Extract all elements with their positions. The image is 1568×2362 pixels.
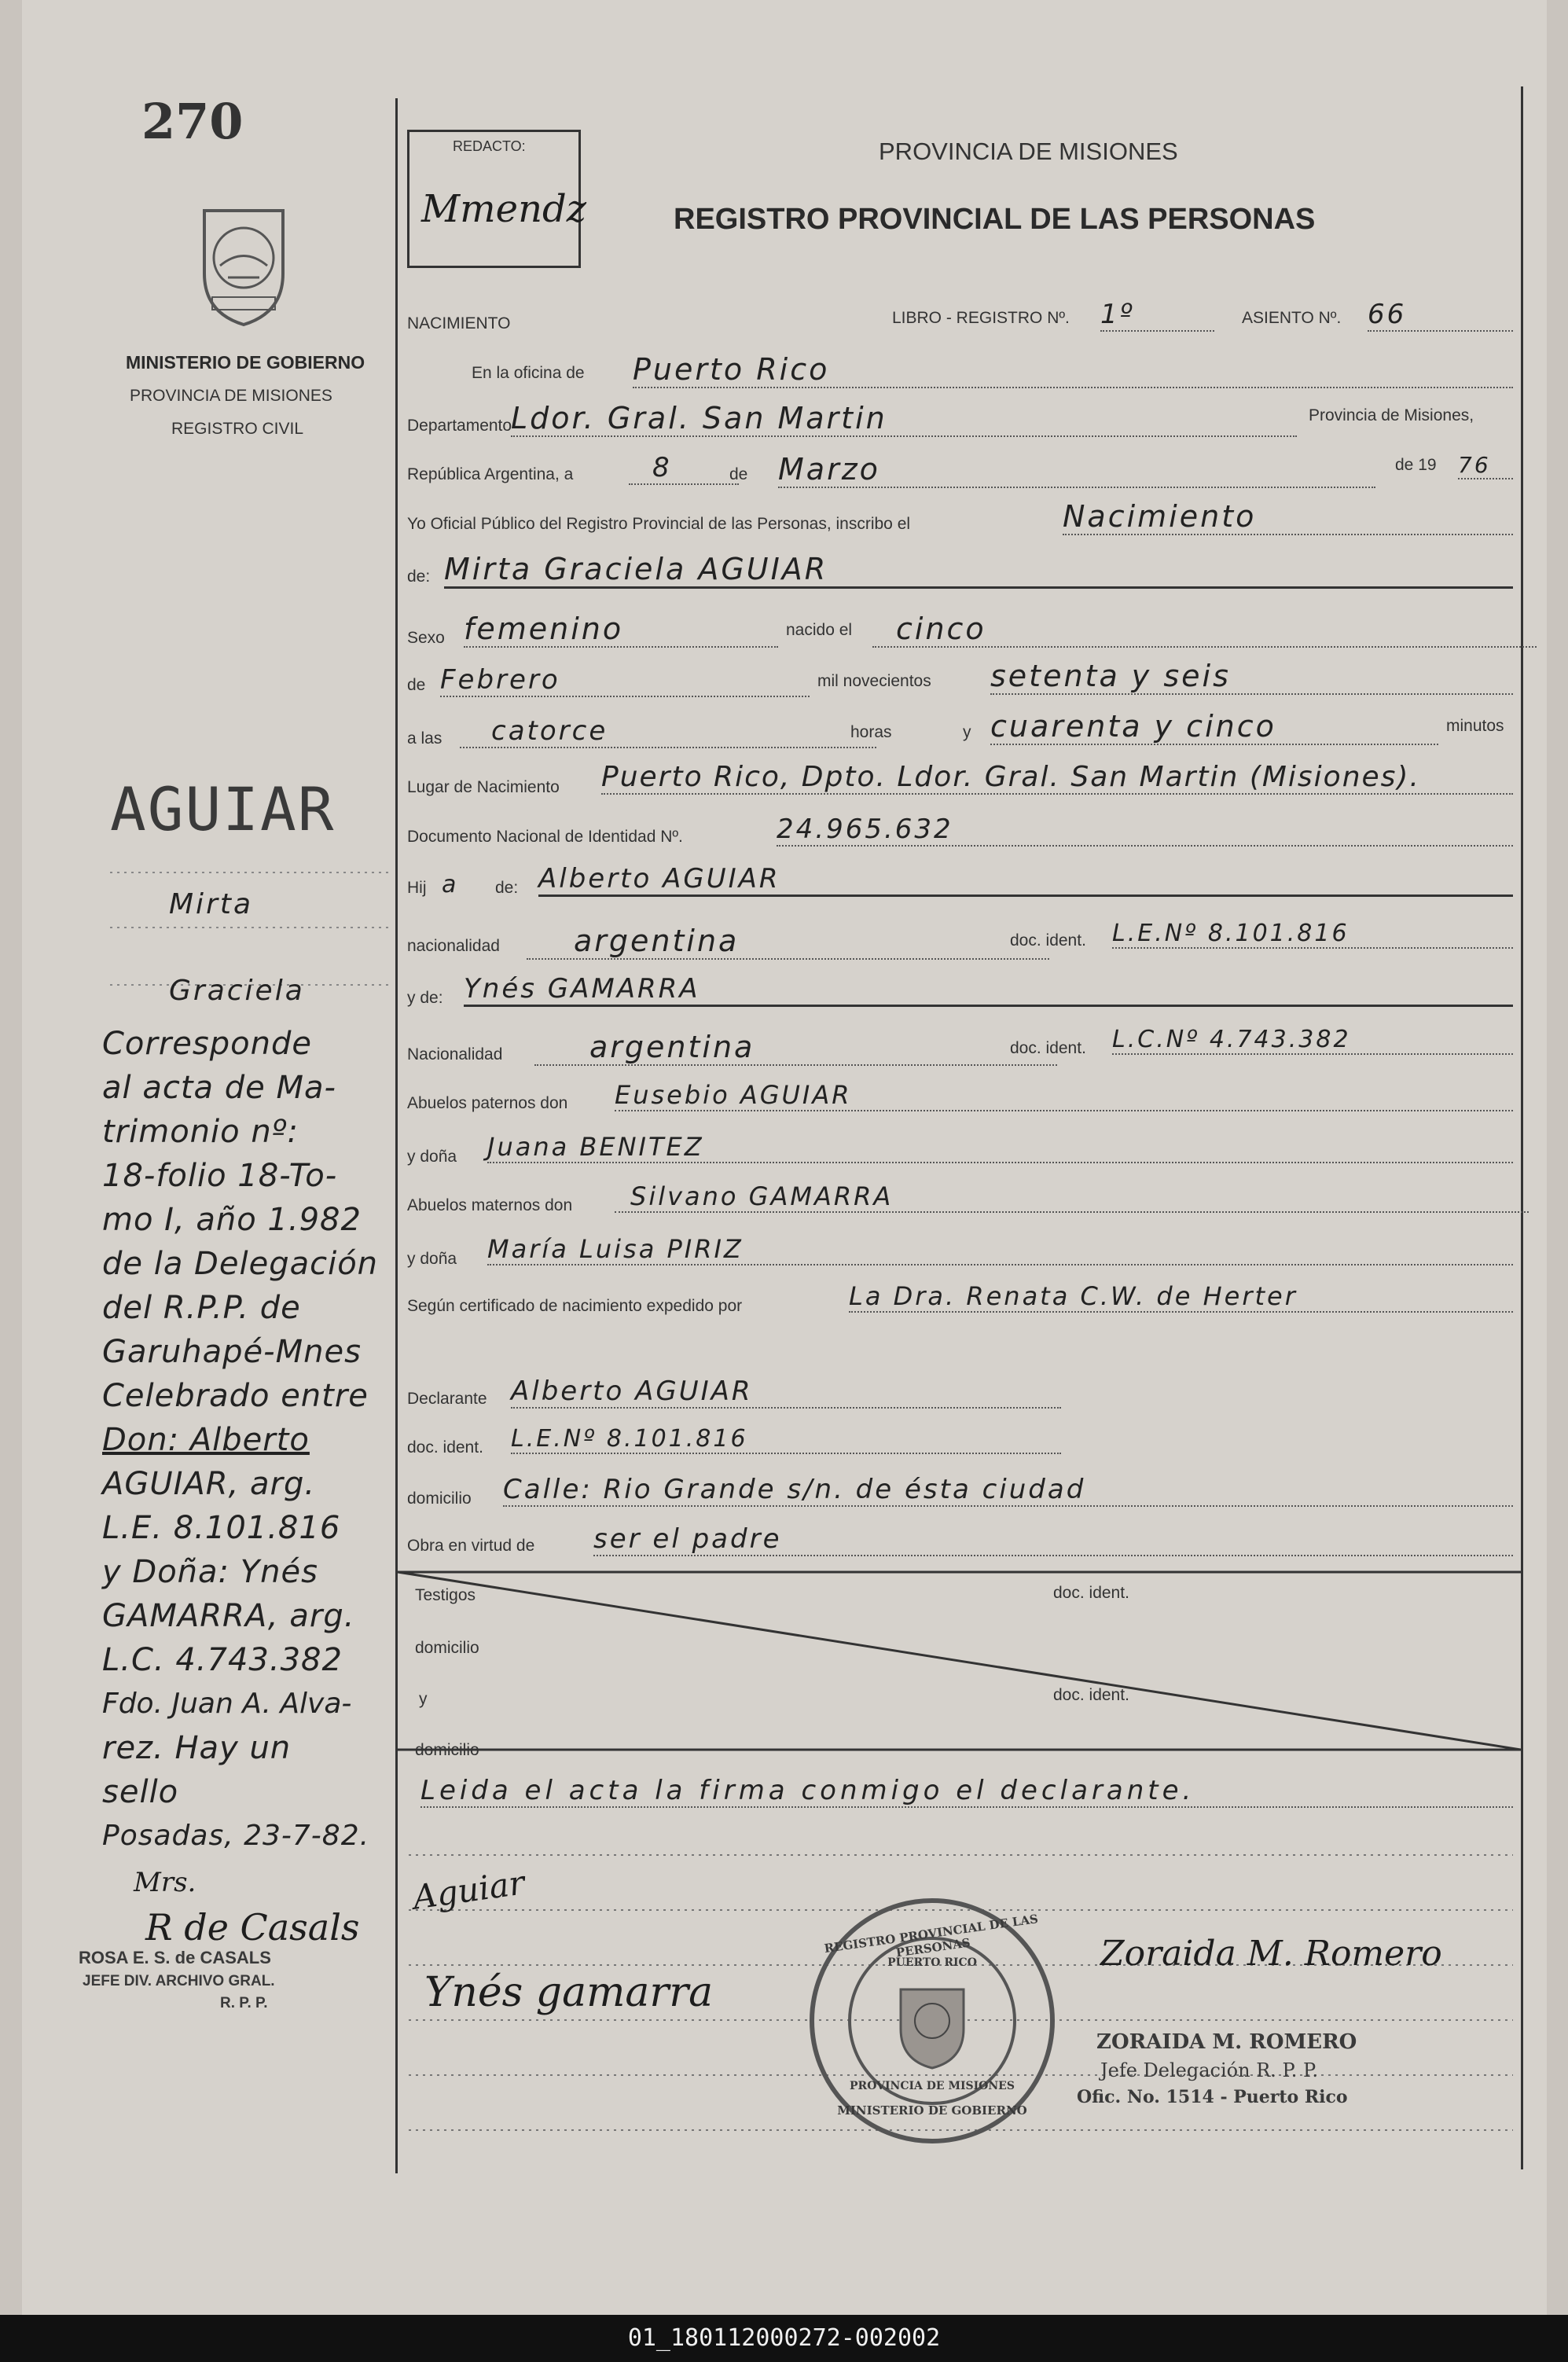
mil-label: mil novecientos [817, 672, 931, 690]
provincia-suffix: Provincia de Misiones, [1309, 406, 1474, 424]
departamento-label: Departamento [407, 417, 512, 435]
margin-line: trimonio nº: [102, 1114, 299, 1150]
cert-label: Según certificado de nacimiento expedido por [407, 1297, 743, 1315]
libro-label: LIBRO - REGISTRO Nº. [892, 309, 1070, 327]
margin-line: rez. Hay un [102, 1730, 292, 1766]
sexo-value: femenino [464, 612, 778, 648]
obra-value: ser el padre [593, 1523, 1513, 1556]
acto-value: Nacimiento [1063, 499, 1513, 535]
margin-line: Celebrado entre [102, 1378, 369, 1414]
abp-value: Eusebio AGUIAR [615, 1080, 1513, 1111]
libro-value: 1º [1100, 299, 1214, 332]
margin-name-2: Graciela [169, 975, 305, 1007]
record-type: NACIMIENTO [407, 314, 511, 332]
nacido-mes-value: Febrero [440, 664, 810, 697]
margin-note-lines [102, 1022, 401, 1858]
margin-line: del R.P.P. de [102, 1290, 301, 1326]
left-province-label: PROVINCIA DE MISIONES [130, 387, 332, 405]
declarante-label: Declarante [407, 1390, 487, 1408]
obra-label: Obra en virtud de [407, 1537, 535, 1555]
margin-line: y Doña: Ynés [102, 1554, 318, 1590]
horas-label: horas [850, 723, 892, 741]
nacido-label: nacido el [786, 621, 853, 639]
anio-label: de 19 [1395, 456, 1437, 474]
nac2-label: Nacionalidad [407, 1045, 503, 1063]
de-persona-label: de: [407, 568, 431, 586]
lugar-label: Lugar de Nacimiento [407, 778, 560, 796]
margin-signature: R de Casals [145, 1906, 360, 1949]
nac1-label: nacionalidad [407, 937, 500, 955]
dni-label: Documento Nacional de Identidad Nº. [407, 828, 683, 846]
dom2-label: domicilio [415, 1741, 479, 1759]
testigos-label: Testigos [415, 1586, 476, 1604]
testigos-doc-label: doc. ident. [1053, 1584, 1129, 1602]
minutos-label: minutos [1446, 717, 1504, 735]
y-label: y [963, 723, 971, 741]
signature-officer: Zoraida M. Romero [1100, 1934, 1442, 1974]
doc3-value: L.E.Nº 8.101.816 [511, 1425, 1061, 1454]
asiento-value: 66 [1368, 299, 1513, 332]
margin-line: AGUIAR, arg. [102, 1466, 316, 1502]
de-mes-label: de [407, 676, 426, 694]
nac2-value: argentina [534, 1030, 1057, 1066]
margin-line: Don: Alberto [102, 1422, 310, 1458]
republica-label: República Argentina, a [407, 465, 574, 483]
page-number: 270 [141, 93, 244, 150]
header-province: PROVINCIA DE MISIONES [879, 138, 1178, 165]
margin-line: L.C. 4.743.382 [102, 1642, 343, 1678]
cert-value: La Dra. Renata C.W. de Herter [849, 1281, 1513, 1313]
doc4-label: doc. ident. [1053, 1686, 1129, 1704]
image-id-caption: 01_180112000272-002002 [0, 2315, 1568, 2362]
officer-name: ZORAIDA M. ROMERO [1096, 2030, 1357, 2054]
margin-line: Posadas, 23-7-82. [102, 1820, 370, 1852]
header-title: REGISTRO PROVINCIAL DE LAS PERSONAS [674, 203, 1316, 236]
surname-stamp: AGUIAR [110, 774, 336, 844]
margin-line: de la Delegación [102, 1246, 379, 1282]
margin-name-1: Mirta [169, 888, 254, 920]
doc2-value: L.C.Nº 4.743.382 [1112, 1026, 1513, 1055]
oficial-label: Yo Oficial Público del Registro Provincial de las Personas, inscribo el [407, 515, 911, 533]
abm-dona-value: María Luisa PIRIZ [487, 1234, 1513, 1265]
departamento-value: Ldor. Gral. San Martin [511, 401, 1297, 437]
province-crest [189, 203, 299, 329]
mes-value: Marzo [778, 452, 1375, 488]
margin-line: Fdo. Juan A. Alva- [102, 1688, 352, 1720]
margin-initials: Mrs. [134, 1867, 196, 1898]
right-rule [1521, 86, 1523, 2169]
margin-line: GAMARRA, arg. [102, 1598, 355, 1634]
margin-line: L.E. 8.101.816 [102, 1510, 341, 1546]
doc2-label: doc. ident. [1010, 1039, 1086, 1057]
hora-value: catorce [460, 715, 876, 748]
hija-de-label: de: [495, 879, 519, 897]
doc3-label: doc. ident. [407, 1438, 483, 1457]
anio-value: 76 [1458, 452, 1513, 479]
officer-office: Ofic. No. 1514 - Puerto Rico [1077, 2087, 1348, 2107]
declarante-value: Alberto AGUIAR [511, 1376, 1061, 1409]
abm-dona-label: y doña [407, 1250, 457, 1268]
sexo-label: Sexo [407, 629, 445, 647]
abp-dona-value: Juana BENITEZ [487, 1132, 1513, 1163]
signature-declarante: Aguiar [410, 1863, 527, 1917]
dia-value: 8 [629, 452, 739, 485]
domicilio-value: Calle: Rio Grande s/n. de ésta ciudad [503, 1474, 1513, 1507]
round-seal [810, 1898, 1055, 2143]
oficina-value: Puerto Rico [633, 352, 1513, 388]
lugar-value: Puerto Rico, Dpto. Ldor. Gral. San Martin (Misiones). [601, 761, 1513, 795]
margin-line: Garuhapé-Mnes [102, 1334, 362, 1370]
margin-stamp-org: R. P. P. [220, 1995, 268, 2011]
y2-label: y [419, 1690, 428, 1708]
redacto-label: REDACTO: [453, 138, 526, 154]
abp-dona-label: y doña [407, 1148, 457, 1166]
seal-inner-text-2: PROVINCIA DE MISIONES [850, 2080, 1015, 2092]
ministry-label: MINISTERIO DE GOBIERNO [126, 352, 365, 373]
margin-line: al acta de Ma- [102, 1070, 336, 1106]
closing-statement: Leida el acta la firma conmigo el declarante. [420, 1775, 1513, 1808]
madre-value: Ynés GAMARRA [464, 973, 1513, 1007]
nacido-value: cinco [872, 612, 1537, 648]
left-registry-label: REGISTRO CIVIL [171, 420, 304, 438]
officer-title: Jefe Delegación R. P. P. [1100, 2059, 1318, 2081]
seal-inner-text-1: PUERTO RICO [887, 1956, 977, 1969]
persona-value: Mirta Graciela AGUIAR [444, 552, 1513, 589]
seal-bottom-text: MINISTERIO DE GOBIERNO [837, 2103, 1027, 2118]
abp-label: Abuelos paternos don [407, 1094, 568, 1112]
margin-line: sello [102, 1774, 179, 1810]
minutos-value: cuarenta y cinco [990, 709, 1438, 745]
redacto-signature: Mmendz [421, 187, 586, 231]
testigos-box [398, 1570, 1521, 1751]
padre-value: Alberto AGUIAR [538, 863, 1513, 897]
de-label: de [729, 465, 748, 483]
testigos-dom-label: domicilio [415, 1639, 479, 1657]
hija-suffix: a [442, 871, 459, 898]
yde-label: y de: [407, 989, 443, 1007]
nac1-value: argentina [527, 924, 1049, 960]
seal-outer-text: REGISTRO PROVINCIAL DE LAS PERSONAS [823, 1912, 1039, 1960]
alas-label: a las [407, 729, 442, 748]
margin-line: Corresponde [102, 1026, 312, 1062]
domicilio-label: domicilio [407, 1490, 472, 1508]
asiento-label: ASIENTO Nº. [1242, 309, 1342, 327]
abm-label: Abuelos maternos don [407, 1196, 573, 1214]
mil-value: setenta y seis [990, 659, 1513, 695]
doc1-label: doc. ident. [1010, 931, 1086, 950]
oficina-label: En la oficina de [472, 364, 585, 382]
margin-line: 18-folio 18-To- [102, 1158, 338, 1194]
dni-value: 24.965.632 [777, 814, 1513, 847]
margin-stamp-title: JEFE DIV. ARCHIVO GRAL. [83, 1973, 275, 1989]
signature-madre: Ynés gamarra [424, 1969, 714, 2016]
abm-value: Silvano GAMARRA [615, 1181, 1529, 1213]
hija-label: Hij [407, 879, 427, 897]
margin-line: mo I, año 1.982 [102, 1202, 362, 1238]
doc1-value: L.E.Nº 8.101.816 [1112, 920, 1513, 949]
redacto-box [407, 130, 586, 268]
margin-stamp-name: ROSA E. S. de CASALS [79, 1948, 271, 1967]
